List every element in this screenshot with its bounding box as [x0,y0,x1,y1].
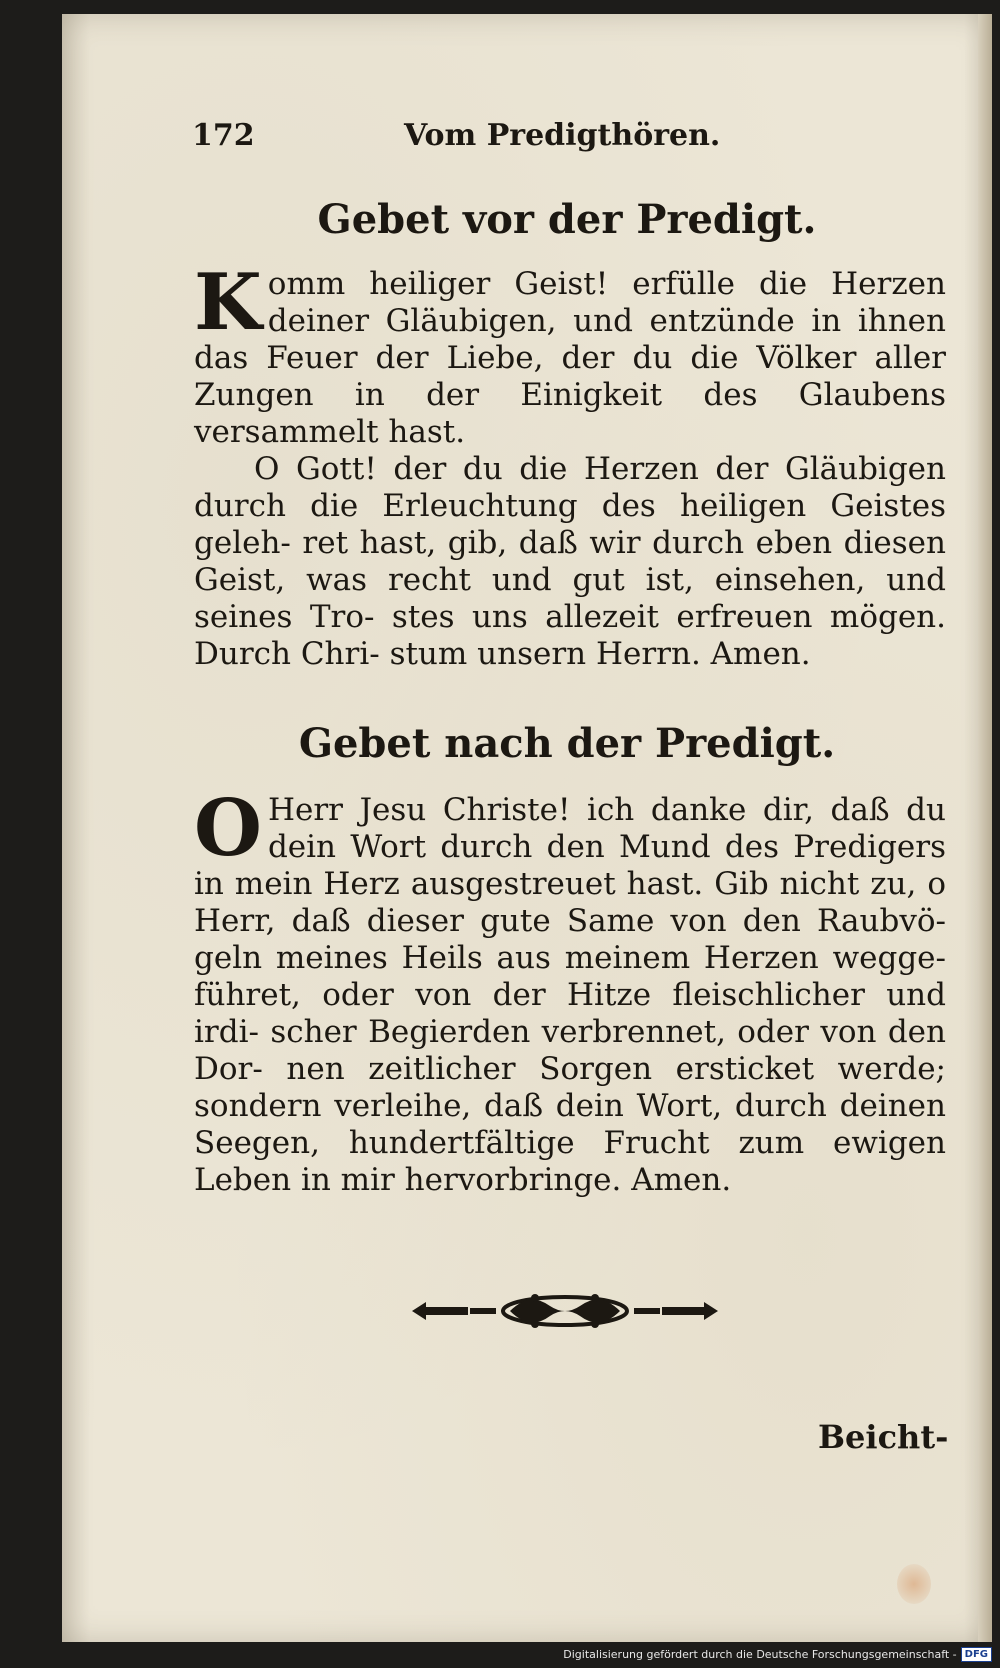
catchword: Beicht- [818,1418,949,1456]
prayer-before-paragraph-1: Komm heiliger Geist! erfülle die Herzen deiner Gläubigen, und entzünde in ihnen das Feuer der Liebe, der du die Völker aller Zungen in der Einigkeit des Glaubens versammelt hast. [194,257,946,450]
dfg-logo: DFG [961,1647,992,1662]
page-number: 172 [192,118,255,153]
section-title-before: Gebet vor der Predigt. [317,196,817,243]
dropcap-o: O [194,783,262,874]
prayer-before-text [194,257,946,673]
page-edge [978,14,992,1642]
page-header [192,118,942,168]
section-title-after: Gebet nach der Predigt. [298,720,836,767]
footer-credit [563,1644,992,1664]
paper-stain [897,1564,931,1604]
dropcap-k: K [194,257,262,348]
prayer-after-paragraph-1: O Herr Jesu Christe! ich danke dir, daß du dein Wort durch den Mund des Predigers in mein Herz ausgestreuet hast. Gib nicht zu, o Herr, daß dieser gute Same von den Raubvö- geln meines Heils aus meinem Herzen wegge- führet, oder von der Hitze fleischlicher und irdi- scher Begierden verbrennet, oder von den Dor- nen zeitlicher Sorgen ersticket werde; sondern verleihe, daß dein Wort, durch deinen Seegen, hundertfältige Frucht zum ewigen Leben in mir hervorbringe. Amen. [194,783,946,1198]
prayer-before-paragraph-2: O Gott! der du die Herzen der Gläubigen durch die Erleuchtung des heiligen Geistes geleh- ret hast, gib, daß wir durch eben diesen Geist, was recht und gut ist, einsehen, und seines Tro- stes uns allezeit erfreuen mögen. Durch Chri- stum unsern Herrn. Amen. [194,451,946,672]
prayer-after-text [194,783,946,1199]
ornament-divider-icon [410,1286,720,1336]
running-head: Vom Predigthören. [404,118,721,153]
credit-text: Digitalisierung gefördert durch die Deutsche Forschungsgemeinschaft - [563,1647,957,1661]
